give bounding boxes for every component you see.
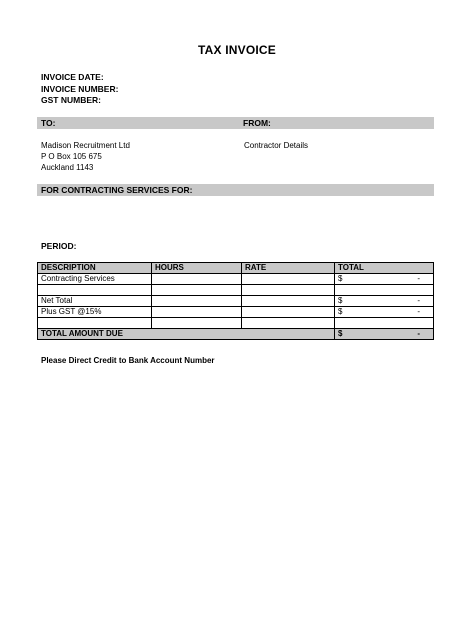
row-rate: [242, 274, 335, 285]
table-row: [38, 296, 434, 307]
header-hours: HOURS: [152, 263, 242, 274]
services-label: FOR CONTRACTING SERVICES FOR:: [41, 185, 193, 195]
amount-value: -: [417, 296, 420, 305]
address-line: Auckland 1143: [41, 163, 94, 172]
total-label: TOTAL AMOUNT DUE: [38, 329, 335, 340]
table-header-row: [38, 263, 434, 274]
from-label: FROM:: [243, 118, 271, 128]
services-bar: [37, 184, 434, 196]
row-description: [38, 318, 152, 329]
row-rate: [242, 285, 335, 296]
row-total: [335, 296, 434, 307]
invoice-number-label: INVOICE NUMBER:: [41, 84, 119, 94]
gst-number-label: GST NUMBER:: [41, 95, 101, 105]
total-row: [38, 329, 434, 340]
table-row: [38, 285, 434, 296]
currency-symbol: $: [338, 296, 343, 305]
contractor-details: Contractor Details: [244, 141, 309, 150]
row-hours: [152, 307, 242, 318]
row-hours: [152, 296, 242, 307]
total-amount: [335, 329, 434, 340]
row-hours: [152, 274, 242, 285]
table-row: [38, 274, 434, 285]
header-total: TOTAL: [335, 263, 434, 274]
row-description: Net Total: [38, 296, 152, 307]
row-hours: [152, 318, 242, 329]
address-line: Madison Recruitment Ltd: [41, 141, 130, 150]
currency-symbol: $: [338, 329, 343, 338]
to-from-bar: [37, 117, 434, 129]
invoice-table: [37, 262, 434, 340]
row-total: [335, 318, 434, 329]
table-row: [38, 318, 434, 329]
row-rate: [242, 296, 335, 307]
row-description: Contracting Services: [38, 274, 152, 285]
amount-value: -: [417, 329, 420, 338]
row-hours: [152, 285, 242, 296]
table-row: [38, 307, 434, 318]
to-address: [41, 140, 130, 173]
currency-symbol: $: [338, 307, 343, 316]
amount-value: -: [417, 307, 420, 316]
header-rate: RATE: [242, 263, 335, 274]
bank-note: Please Direct Credit to Bank Account Number: [41, 356, 215, 365]
currency-symbol: $: [338, 274, 343, 283]
invoice-title: TAX INVOICE: [198, 43, 276, 57]
period-label: PERIOD:: [41, 241, 77, 251]
to-label: TO:: [41, 118, 56, 128]
address-line: P O Box 105 675: [41, 152, 102, 161]
amount-value: -: [417, 274, 420, 283]
row-total: [335, 307, 434, 318]
invoice-date-label: INVOICE DATE:: [41, 72, 104, 82]
row-rate: [242, 307, 335, 318]
row-total: [335, 274, 434, 285]
row-description: [38, 285, 152, 296]
row-description: Plus GST @15%: [38, 307, 152, 318]
row-rate: [242, 318, 335, 329]
header-description: DESCRIPTION: [38, 263, 152, 274]
row-total: [335, 285, 434, 296]
